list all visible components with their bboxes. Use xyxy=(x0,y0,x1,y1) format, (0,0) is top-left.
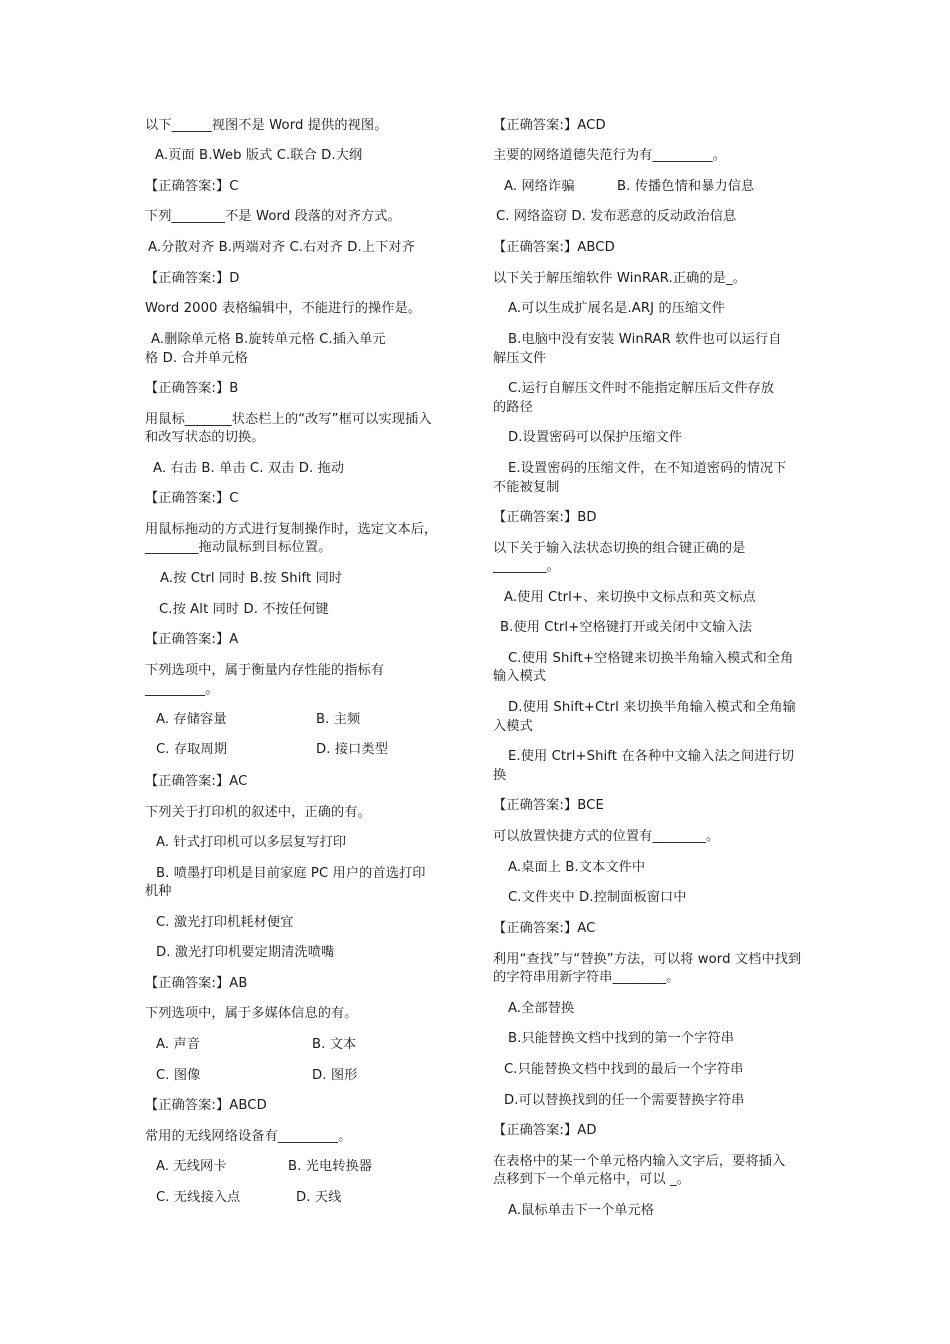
question-12-option-e-line1: E.使用 Ctrl+Shift 在各种中文输入法之间进行切 xyxy=(508,749,795,764)
answer-8: 【正确答案:】ABCD xyxy=(145,1098,267,1113)
question-14-option-b: B.只能替换文档中找到的第一个字符串 xyxy=(508,1031,735,1046)
answer-3: 【正确答案:】B xyxy=(145,381,239,396)
question-2-text: 下列________不是 Word 段落的对齐方式。 xyxy=(145,209,401,224)
question-5-text-line2: ________拖动鼠标到目标位置。 xyxy=(145,540,332,555)
answer-1: 【正确答案:】C xyxy=(145,179,239,194)
question-6-text-line1: 下列选项中，属于衡量内存性能的指标有 xyxy=(145,663,385,678)
question-12-option-b: B.使用 Ctrl+空格键打开或关闭中文输入法 xyxy=(500,620,753,635)
question-8-option-b: B. 文本 xyxy=(312,1037,357,1052)
question-14-text-line2: 的字符串用新字符串________。 xyxy=(493,970,680,985)
question-3-options-line1: A.删除单元格 B.旋转单元格 C.插入单元 xyxy=(151,332,386,347)
question-7-option-c: C. 激光打印机耗材便宜 xyxy=(156,915,294,930)
question-14-option-c: C.只能替换文档中找到的最后一个字符串 xyxy=(504,1062,744,1077)
question-5-options-line2: C.按 Alt 同时 D. 不按任何键 xyxy=(159,602,329,617)
question-12-option-a: A.使用 Ctrl+、来切换中文标点和英文标点 xyxy=(504,590,756,605)
question-14-option-a: A.全部替换 xyxy=(508,1001,575,1016)
question-9-option-a: A. 无线网卡 xyxy=(156,1159,227,1174)
question-6-option-d: D. 接口类型 xyxy=(316,742,388,757)
question-12-option-e-line2: 换 xyxy=(493,768,507,783)
question-12-option-c-line2: 输入模式 xyxy=(493,669,547,684)
question-11-text: 以下关于解压缩软件 WinRAR.正确的是_。 xyxy=(493,271,747,286)
question-10-option-a: A. 网络诈骗 xyxy=(504,179,575,194)
question-6-text-line2: _________。 xyxy=(145,682,219,697)
question-12-option-c-line1: C.使用 Shift+空格键来切换半角输入模式和全角 xyxy=(508,651,794,666)
question-11-option-d: D.设置密码可以保护压缩文件 xyxy=(508,430,682,445)
question-11-option-b-line2: 解压文件 xyxy=(493,351,547,366)
question-11-option-e-line2: 不能被复制 xyxy=(493,480,560,495)
answer-14: 【正确答案:】AD xyxy=(493,1123,597,1138)
answer-10: 【正确答案:】ABCD xyxy=(493,240,615,255)
answer-5: 【正确答案:】A xyxy=(145,632,239,647)
question-3-options-line2: 格 D. 合并单元格 xyxy=(145,351,248,366)
question-10-option-b: B. 传播色情和暴力信息 xyxy=(617,179,755,194)
question-7-text: 下列关于打印机的叙述中，正确的有。 xyxy=(145,805,371,820)
question-15-text-line2: 点移到下一个单元格中，可以 _。 xyxy=(493,1172,691,1187)
question-13-text: 可以放置快捷方式的位置有________。 xyxy=(493,829,720,844)
question-8-option-a: A. 声音 xyxy=(156,1037,201,1052)
question-6-option-c: C. 存取周期 xyxy=(156,742,228,757)
question-5-text-line1: 用鼠标拖动的方式进行复制操作时，选定文本后， xyxy=(145,522,438,537)
question-13-options-line2: C.文件夹中 D.控制面板窗口中 xyxy=(508,890,687,905)
question-11-option-e-line1: E.设置密码的压缩文件，在不知道密码的情况下 xyxy=(508,461,787,476)
answer-6: 【正确答案:】AC xyxy=(145,774,248,789)
question-5-options-line1: A.按 Ctrl 同时 B.按 Shift 同时 xyxy=(160,571,343,586)
question-11-option-c-line2: 的路径 xyxy=(493,400,533,415)
question-6-option-b: B. 主频 xyxy=(316,712,361,727)
question-12-option-d-line2: 入模式 xyxy=(493,719,533,734)
question-11-option-c-line1: C.运行自解压文件时不能指定解压后文件存放 xyxy=(508,381,775,396)
question-4-text-line2: 和改写状态的切换。 xyxy=(145,430,265,445)
question-1-options: A.页面 B.Web 版式 C.联合 D.大纲 xyxy=(155,148,363,163)
question-7-option-b-line1: B. 喷墨打印机是目前家庭 PC 用户的首选打印 xyxy=(156,866,426,881)
question-14-option-d: D.可以替换找到的任一个需要替换字符串 xyxy=(504,1093,745,1108)
answer-2: 【正确答案:】D xyxy=(145,271,240,286)
question-12-text-line1: 以下关于输入法状态切换的组合键正确的是 xyxy=(493,541,746,556)
answer-12: 【正确答案:】BCE xyxy=(493,798,604,813)
question-11-option-b-line1: B.电脑中没有安装 WinRAR 软件也可以运行自 xyxy=(508,332,782,347)
question-13-options-line1: A.桌面上 B.文本文件中 xyxy=(508,860,646,875)
question-8-option-c: C. 图像 xyxy=(156,1068,201,1083)
question-9-option-b: B. 光电转换器 xyxy=(288,1159,373,1174)
answer-13: 【正确答案:】AC xyxy=(493,921,596,936)
question-3-text: Word 2000 表格编辑中，不能进行的操作是。 xyxy=(145,301,422,316)
question-12-text-line2: ________。 xyxy=(493,559,560,574)
question-10-text: 主要的网络道德失范行为有_________。 xyxy=(493,148,726,163)
question-14-text-line1: 利用“查找”与“替换”方法，可以将 word 文档中找到 xyxy=(493,952,802,967)
answer-11: 【正确答案:】BD xyxy=(493,510,597,525)
question-12-option-d-line1: D.使用 Shift+Ctrl 来切换半角输入模式和全角输 xyxy=(508,700,796,715)
question-7-option-a: A. 针式打印机可以多层复写打印 xyxy=(156,835,347,850)
answer-9: 【正确答案:】ACD xyxy=(493,118,606,133)
answer-7: 【正确答案:】AB xyxy=(145,976,248,991)
question-6-option-a: A. 存储容量 xyxy=(156,712,227,727)
question-7-option-d: D. 激光打印机要定期清洗喷嘴 xyxy=(156,945,335,960)
question-10-options-cd: C. 网络盗窃 D. 发布恶意的反动政治信息 xyxy=(496,209,737,224)
question-9-option-c: C. 无线接入点 xyxy=(156,1190,241,1205)
question-11-option-a: A.可以生成扩展名是.ARJ 的压缩文件 xyxy=(508,301,725,316)
question-4-options: A. 右击 B. 单击 C. 双击 D. 拖动 xyxy=(153,461,345,476)
question-7-option-b-line2: 机种 xyxy=(145,884,172,899)
answer-4: 【正确答案:】C xyxy=(145,491,239,506)
question-9-text: 常用的无线网络设备有_________。 xyxy=(145,1129,352,1144)
question-1-text: 以下______视图不是 Word 提供的视图。 xyxy=(145,118,388,133)
question-9-option-d: D. 天线 xyxy=(296,1190,342,1205)
question-8-option-d: D. 图形 xyxy=(312,1068,358,1083)
question-2-options: A.分散对齐 B.两端对齐 C.右对齐 D.上下对齐 xyxy=(148,240,415,255)
question-15-text-line1: 在表格中的某一个单元格内输入文字后，要将插入 xyxy=(493,1154,786,1169)
question-15-option-a: A.鼠标单击下一个单元格 xyxy=(508,1203,655,1218)
question-4-text-line1: 用鼠标_______状态栏上的“改写”框可以实现插入 xyxy=(145,412,432,427)
question-8-text: 下列选项中，属于多媒体信息的有。 xyxy=(145,1006,358,1021)
